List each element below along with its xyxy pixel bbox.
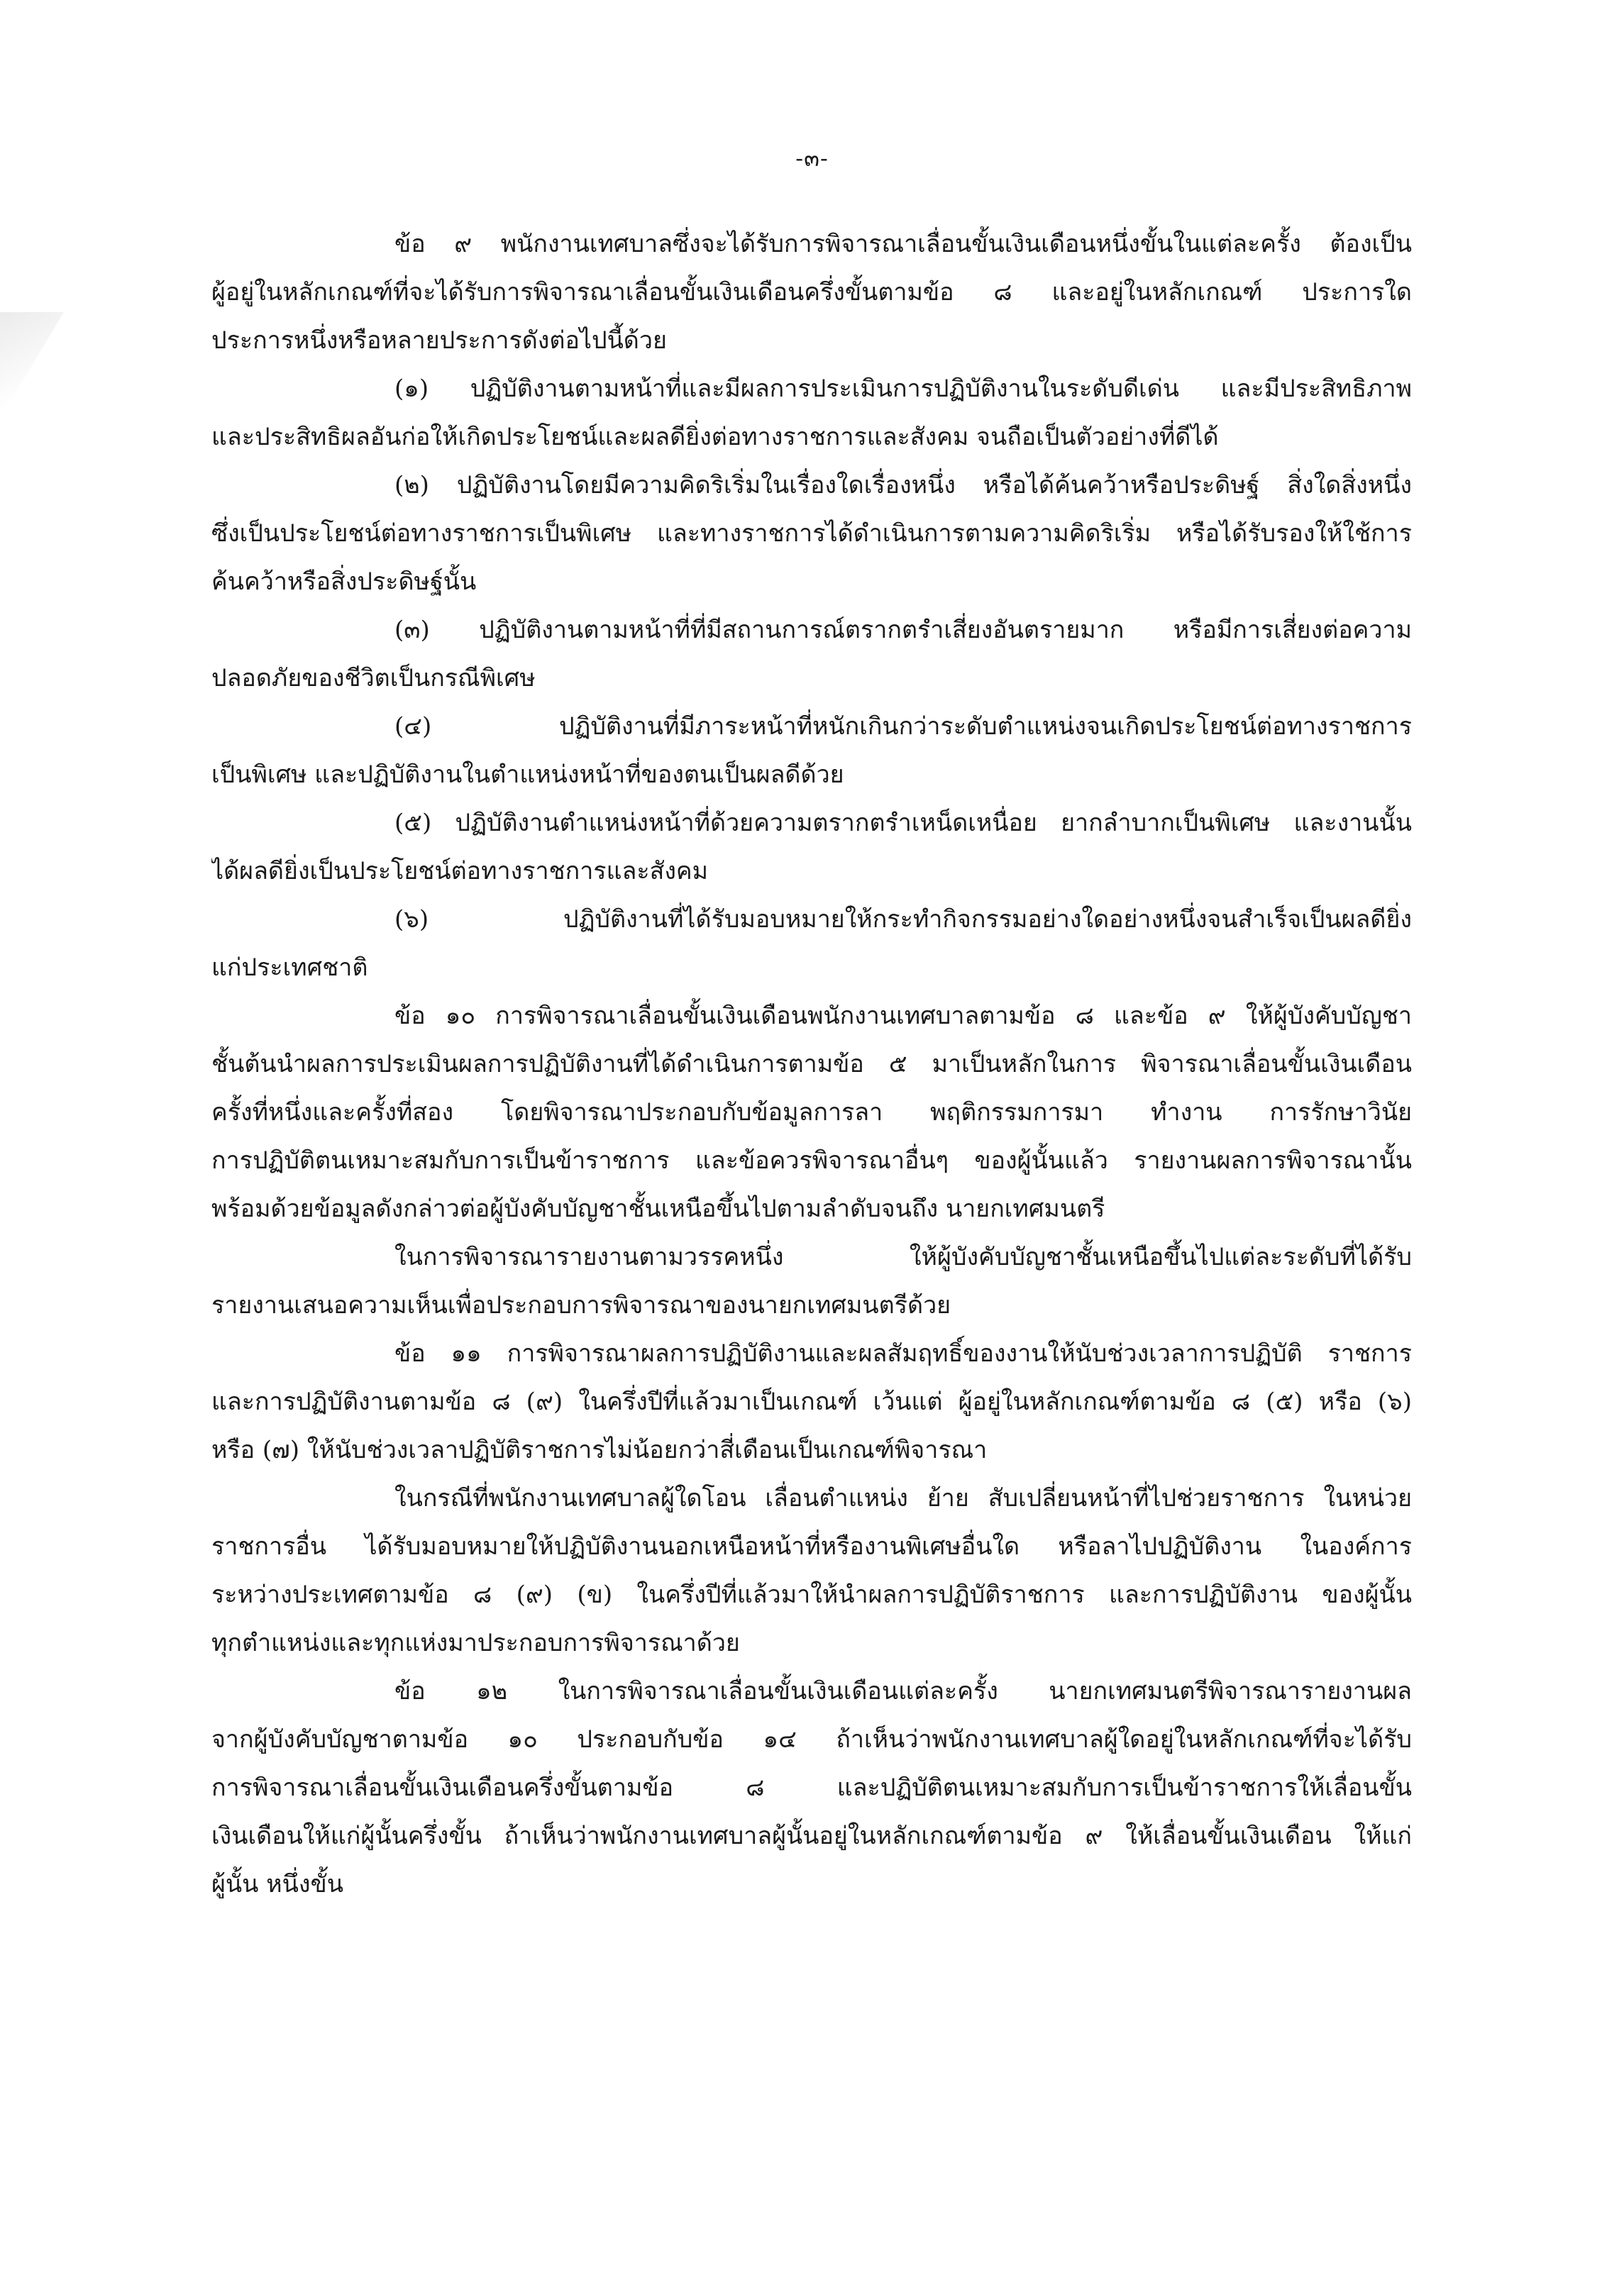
text-line: ในกรณีที่พนักงานเทศบาลผู้ใดโอน เลื่อนตำแหน่ง ย้าย สับเปลี่ยนหน้าที่ไปช่วยราชการ ในหน่วย xyxy=(394,1484,1412,1513)
document-body xyxy=(211,220,1412,1908)
text-line: ระหว่างประเทศตามข้อ ๘ (๙) (ข) ในครึ่งปีที่แล้วมาให้นำผลการปฏิบัติราชการ และการปฏิบัติงาน ของผู้นั้น xyxy=(211,1581,1412,1609)
text-line: ข้อ ๑๒ ในการพิจารณาเลื่อนขั้นเงินเดือนแต่ละครั้ง นายกเทศมนตรีพิจารณารายงานผล xyxy=(394,1677,1412,1705)
text-line: ข้อ ๙ พนักงานเทศบาลซึ่งจะได้รับการพิจารณาเลื่อนขั้นเงินเดือนหนึ่งขั้นในแต่ละครั้ง ต้องเป็น xyxy=(394,230,1412,258)
text-line: รายงานเสนอความเห็นเพื่อประกอบการพิจารณาของนายกเทศมนตรีด้วย xyxy=(211,1291,951,1320)
text-line: ผู้นั้น หนึ่งขั้น xyxy=(211,1870,343,1898)
text-line: ครั้งที่หนึ่งและครั้งที่สอง โดยพิจารณาประกอบกับข้อมูลการลา พฤติกรรมการมา ทำงาน การรักษาวินัย xyxy=(211,1098,1412,1127)
text-line: เงินเดือนให้แก่ผู้นั้นครึ่งขั้น ถ้าเห็นว่าพนักงานเทศบาลผู้นั้นอยู่ในหลักเกณฑ์ตามข้อ ๙ ให้เลื่อนขั้นเงินเดือน ให้แก่ xyxy=(211,1822,1412,1850)
page-number: -๓- xyxy=(795,145,829,172)
text-line: ผู้อยู่ในหลักเกณฑ์ที่จะได้รับการพิจารณาเลื่อนขั้นเงินเดือนครึ่งขั้นตามข้อ ๘ และอยู่ในหลักเกณฑ์ ประการใด xyxy=(211,278,1412,306)
text-line: ข้อ ๑๑ การพิจารณาผลการปฏิบัติงานและผลสัมฤทธิ์ของงานให้นับช่วงเวลาการปฏิบัติ ราชการ xyxy=(394,1339,1412,1368)
text-line: (๓) ปฏิบัติงานตามหน้าที่ที่มีสถานการณ์ตรากตรำเสี่ยงอันตรายมาก หรือมีการเสี่ยงต่อความ xyxy=(394,616,1412,644)
text-line: พร้อมด้วยข้อมูลดังกล่าวต่อผู้บังคับบัญชาชั้นเหนือขึ้นไปตามลำดับจนถึง นายกเทศมนตรี xyxy=(211,1195,1105,1223)
text-line: ได้ผลดียิ่งเป็นประโยชน์ต่อทางราชการและสังคม xyxy=(211,857,709,885)
text-line: ในการพิจารณารายงานตามวรรคหนึ่ง ให้ผู้บังคับบัญชาชั้นเหนือขึ้นไปแต่ละระดับที่ได้รับ xyxy=(394,1243,1412,1271)
text-line: เป็นพิเศษ และปฏิบัติงานในตำแหน่งหน้าที่ของตนเป็นผลดีด้วย xyxy=(211,761,844,789)
text-line: จากผู้บังคับบัญชาตามข้อ ๑๐ ประกอบกับข้อ ๑๔ ถ้าเห็นว่าพนักงานเทศบาลผู้ใดอยู่ในหลักเกณฑ์ที่จะได้รับ xyxy=(211,1725,1412,1754)
text-line: และประสิทธิผลอันก่อให้เกิดประโยชน์และผลดียิ่งต่อทางราชการและสังคม จนถือเป็นตัวอย่างที่ดีได้ xyxy=(211,423,1219,451)
text-line: ประการหนึ่งหรือหลายประการดังต่อไปนี้ด้วย xyxy=(211,326,667,355)
text-line: ข้อ ๑๐ การพิจารณาเลื่อนขั้นเงินเดือนพนักงานเทศบาลตามข้อ ๘ และข้อ ๙ ให้ผู้บังคับบัญชา xyxy=(394,1002,1412,1030)
text-line: แก่ประเทศชาติ xyxy=(211,953,368,982)
text-line: ชั้นต้นนำผลการประเมินผลการปฏิบัติงานที่ได้ดำเนินการตามข้อ ๕ มาเป็นหลักในการ พิจารณาเลื่อนขั้นเงินเดือน xyxy=(211,1050,1412,1078)
text-line: ทุกตำแหน่งและทุกแห่งมาประกอบการพิจารณาด้วย xyxy=(211,1629,740,1657)
text-line: การปฏิบัติตนเหมาะสมกับการเป็นข้าราชการ และข้อควรพิจารณาอื่นๆ ของผู้นั้นแล้ว รายงานผลการพิจารณานั้น xyxy=(211,1146,1412,1175)
text-line: และการปฏิบัติงานตามข้อ ๘ (๙) ในครึ่งปีที่แล้วมาเป็นเกณฑ์ เว้นแต่ ผู้อยู่ในหลักเกณฑ์ตามข้อ ๘ (๕) หรือ (๖) xyxy=(211,1388,1412,1416)
text-line: หรือ (๗) ให้นับช่วงเวลาปฏิบัติราชการไม่น้อยกว่าสี่เดือนเป็นเกณฑ์พิจารณา xyxy=(211,1436,988,1464)
page-fold-shadow xyxy=(0,312,64,419)
text-line: ค้นคว้าหรือสิ่งประดิษฐ์นั้น xyxy=(211,568,477,596)
text-line: (๔) ปฏิบัติงานที่มีภาระหน้าที่หนักเกินกว่าระดับตำแหน่งจนเกิดประโยชน์ต่อทางราชการ xyxy=(394,712,1412,741)
text-line: (๕) ปฏิบัติงานตำแหน่งหน้าที่ด้วยความตรากตรำเหน็ดเหนื่อย ยากลำบากเป็นพิเศษ และงานนั้น xyxy=(394,809,1412,837)
text-line: ปลอดภัยของชีวิตเป็นกรณีพิเศษ xyxy=(211,664,536,692)
text-line: ราชการอื่น ได้รับมอบหมายให้ปฏิบัติงานนอกเหนือหน้าที่หรืองานพิเศษอื่นใด หรือลาไปปฏิบัติงาน ในองค์การ xyxy=(211,1532,1412,1561)
text-line: ซึ่งเป็นประโยชน์ต่อทางราชการเป็นพิเศษ และทางราชการได้ดำเนินการตามความคิดริเริ่ม หรือได้รับรองให้ใช้การ xyxy=(211,519,1412,548)
text-line: การพิจารณาเลื่อนขั้นเงินเดือนครึ่งขั้นตามข้อ ๘ และปฏิบัติตนเหมาะสมกับการเป็นข้าราชการให้เลื่อนขั้น xyxy=(211,1774,1412,1802)
text-line: (๒) ปฏิบัติงานโดยมีความคิดริเริ่มในเรื่องใดเรื่องหนึ่ง หรือได้ค้นคว้าหรือประดิษฐ์ สิ่งใดสิ่งหนึ่ง xyxy=(394,471,1412,499)
text-line: (๑) ปฏิบัติงานตามหน้าที่และมีผลการประเมินการปฏิบัติงานในระดับดีเด่น และมีประสิทธิภาพ xyxy=(394,375,1412,403)
text-line: (๖) ปฏิบัติงานที่ได้รับมอบหมายให้กระทำกิจกรรมอย่างใดอย่างหนึ่งจนสำเร็จเป็นผลดียิ่ง xyxy=(394,905,1412,934)
